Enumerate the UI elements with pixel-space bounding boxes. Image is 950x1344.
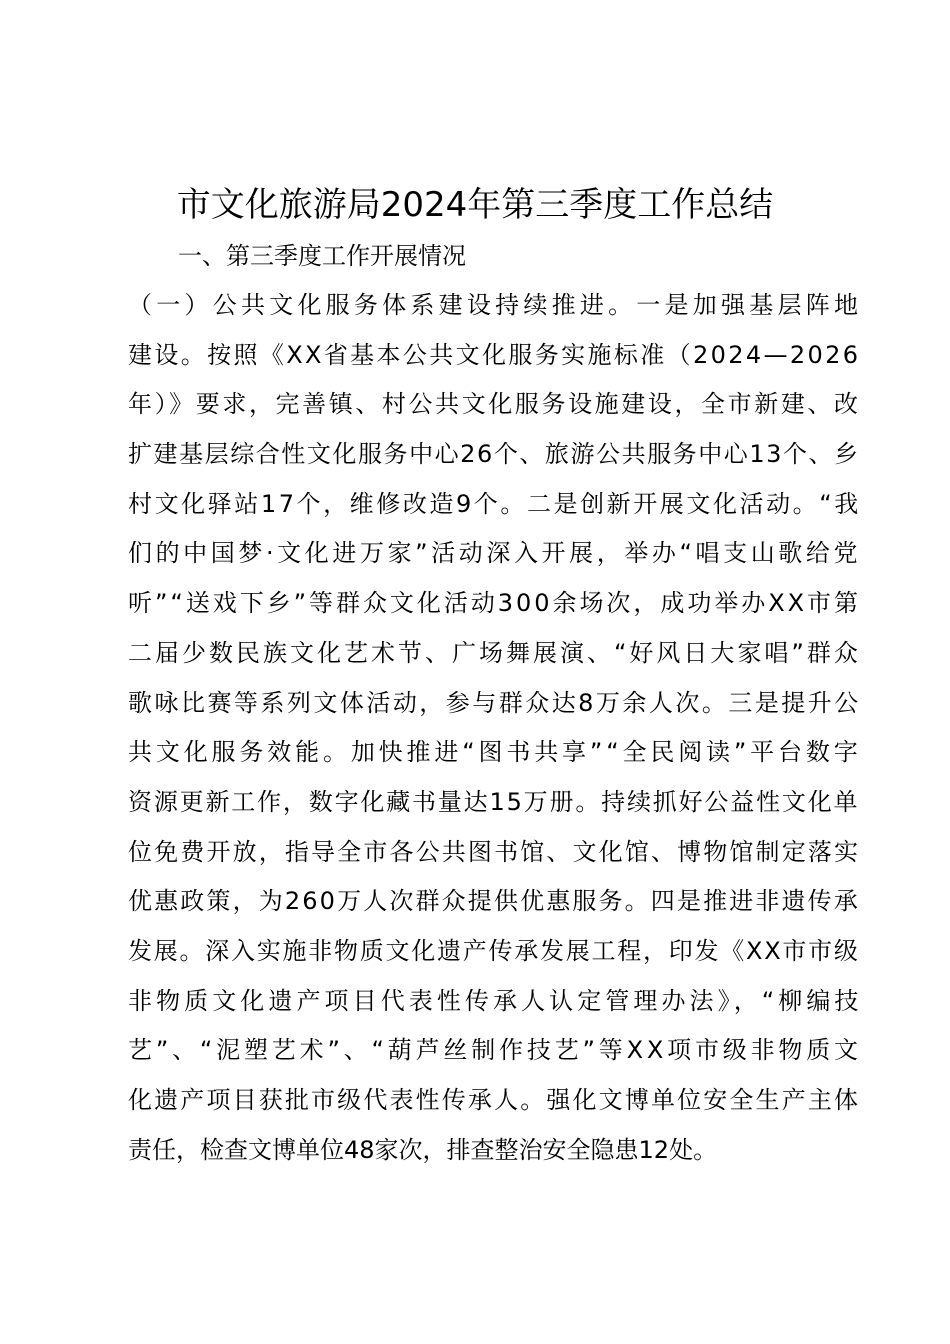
paragraph-line: 们的中国梦·文化进万家”活动深入开展，举办“唱支山歌给党 (128, 539, 862, 568)
section-heading: 一、第三季度工作开展情况 (178, 242, 466, 270)
paragraph-line: 优惠政策，为260万人次群众提供优惠服务。四是推进非遗传承 (128, 887, 860, 916)
paragraph-line: 共文化服务效能。加快推进“图书共享”“全民阅读”平台数字 (128, 738, 862, 767)
paragraph-line: 责任，检查文博单位48家次，排查整治安全隐患12处。 (128, 1135, 718, 1164)
document-title: 市文化旅游局2024年第三季度工作总结 (176, 185, 774, 225)
paragraph-line: 发展。深入实施非物质文化遗产传承发展工程，印发《XX市市级 (128, 936, 860, 965)
paragraph-line: 扩建基层综合性文化服务中心26个、旅游公共服务中心13个、乡 (128, 440, 860, 469)
paragraph-line: 化遗产项目获批市级代表性传承人。强化文博单位安全生产主体 (128, 1086, 861, 1114)
paragraph-line: 年）》要求，完善镇、村公共文化服务设施建设，全市新建、改 (128, 390, 861, 419)
paragraph-line: 村文化驿站17个，维修改造9个。二是创新开展文化活动。“我 (128, 489, 861, 518)
paragraph-line: 资源更新工作，数字化藏书量达15万册。持续抓好公益性文化单 (128, 787, 860, 816)
paragraph-body (128, 285, 863, 1179)
paragraph-line: 二届少数民族文化艺术节、广场舞展演、“好风日大家唱”群众 (128, 638, 861, 667)
paragraph-line: 听”“送戏下乡”等群众文化活动300余场次，成功举办XX市第 (128, 589, 861, 618)
paragraph-line: （一）公共文化服务体系建设持续推进。一是加强基层阵地 (128, 291, 863, 319)
paragraph-line: 歌咏比赛等系列文体活动，参与群众达8万余人次。三是提升公 (128, 688, 861, 717)
paragraph-line: 位免费开放，指导全市各公共图书馆、文化馆、博物馆制定落实 (128, 837, 861, 866)
paragraph-line: 非物质文化遗产项目代表性传承人认定管理办法》，“柳编技 (128, 986, 863, 1015)
paragraph-line: 建设。按照《XX省基本公共文化服务实施标准（2024—2026 (128, 340, 861, 369)
paragraph-line: 艺”、“泥塑艺术”、“葫芦丝制作技艺”等XX项市级非物质文 (128, 1036, 862, 1065)
